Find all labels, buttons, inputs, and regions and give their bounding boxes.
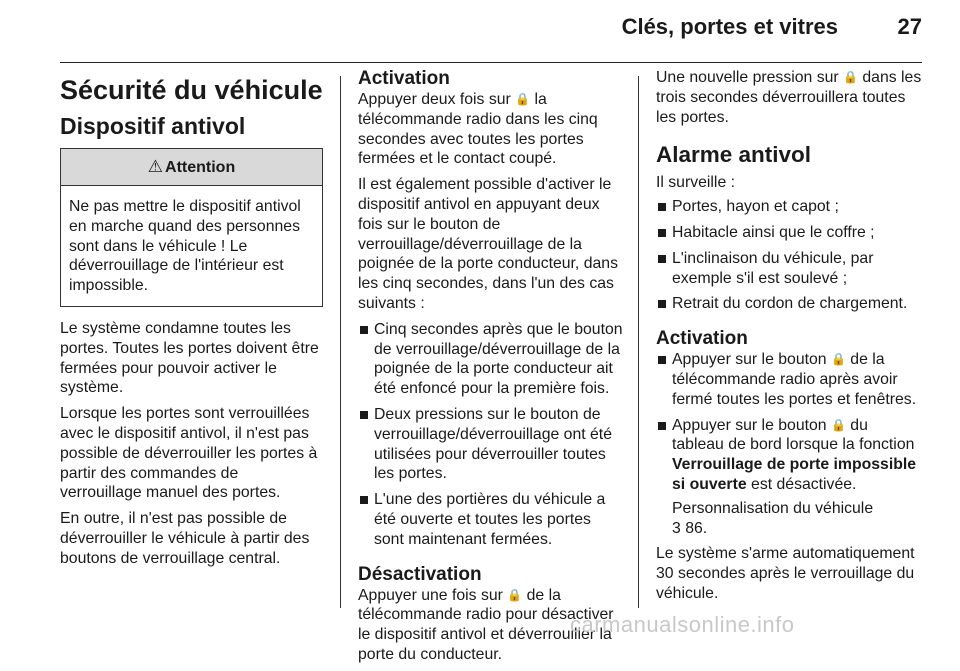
reference-arrow-icon: 3 xyxy=(672,519,681,537)
activation-list xyxy=(358,320,623,550)
list-item: Deux pressions sur le bouton de verrouillage/déverrouillage ont été utilisées pour déverrouiller toutes les portes. xyxy=(358,405,623,484)
warning-text: Ne pas mettre le dispositif antivol en marche quand des personnes sont dans le véhicule ! Le déverrouillage de l'intérieur est impossible. xyxy=(69,198,301,295)
column-3 xyxy=(656,68,922,610)
list-item: L'inclinaison du véhicule, par exemple s'il est soulevé ; xyxy=(656,249,922,289)
list-item: Appuyer sur le bouton 🔒 du tableau de bord lorsque la fonction Verrouillage de porte impossible si ouverte est désactivée. Personnalisation du véhicule 3 86. xyxy=(656,416,922,539)
column-1 xyxy=(60,68,323,575)
monitor-list xyxy=(656,197,922,314)
warning-header xyxy=(61,149,322,186)
header-title: Clés, portes et vitres xyxy=(621,14,838,39)
page-number: 27 xyxy=(897,14,922,39)
column-divider-2 xyxy=(638,76,639,608)
activation-heading: Activation xyxy=(358,68,450,89)
alarm-heading: Alarme antivol xyxy=(656,142,812,168)
paragraph: Appuyer une fois sur 🔒 de la télécommande radio pour désactiver le dispositif antivol et déverrouiller la porte du conducteur. xyxy=(358,586,614,663)
warning-triangle-icon: ⚠ xyxy=(147,157,164,176)
function-name: Verrouillage de porte impossible si ouverte xyxy=(672,456,917,493)
lock-icon: 🔒 xyxy=(830,417,846,432)
alarm-activation-list xyxy=(656,350,922,538)
paragraph: Il est également possible d'activer le dispositif antivol en appuyant deux fois sur le bouton de verrouillage/déverrouillage de la poignée de la porte conducteur, dans les cinq secondes, dans l'un des cas suivants : xyxy=(358,176,618,312)
lock-icon: 🔒 xyxy=(515,92,531,106)
list-item: Habitacle ainsi que le coffre ; xyxy=(656,223,922,243)
list-item: Cinq secondes après que le bouton de verrouillage/déverrouillage de la poignée de la porte conducteur ait été enfoncé pour la première fois. xyxy=(358,320,623,399)
paragraph: En outre, il n'est pas possible de déverrouiller le véhicule à partir des boutons de verrouillage central. xyxy=(60,510,310,567)
list-item: L'une des portières du véhicule a été ouverte et toutes les portes sont maintenant fermées. xyxy=(358,490,623,549)
header-divider xyxy=(60,62,922,63)
reference-text: Personnalisation du véhicule xyxy=(672,499,874,517)
paragraph: Il surveille : xyxy=(656,174,736,192)
activation-heading: Activation xyxy=(656,328,748,350)
deactivation-heading: Désactivation xyxy=(358,563,482,585)
watermark: carmanualsonline.info xyxy=(570,612,795,637)
lock-icon: 🔒 xyxy=(507,587,523,602)
warning-box xyxy=(60,148,323,307)
paragraph: Le système condamne toutes les portes. Toutes les portes doivent être fermées pour pouvoir activer le système. xyxy=(60,319,319,397)
list-item: Retrait du cordon de chargement. xyxy=(656,294,922,314)
column-divider-1 xyxy=(340,76,341,608)
subsection-title: Dispositif antivol xyxy=(60,113,246,139)
paragraph: Le système s'arme automatiquement 30 secondes après le verrouillage du véhicule. xyxy=(656,545,915,602)
paragraph: Une nouvelle pression sur 🔒 dans les trois secondes déverrouillera toutes les portes. xyxy=(656,69,922,126)
lock-icon: 🔒 xyxy=(830,352,846,367)
list-item: Portes, hayon et capot ; xyxy=(656,197,922,217)
column-2 xyxy=(358,68,623,671)
paragraph: Lorsque les portes sont verrouillées avec le dispositif antivol, il n'est pas possible de déverrouiller les portes à partir des commandes de verrouillage manuel des portes. xyxy=(60,405,318,502)
warning-title: Attention xyxy=(165,159,236,176)
lock-icon: 🔒 xyxy=(843,70,858,84)
page-reference: 3 86. xyxy=(672,519,708,537)
paragraph: Appuyer deux fois sur 🔒 la télécommande radio dans les cinq secondes avec toutes les portes fermées et le contact coupé. xyxy=(358,91,598,168)
section-title: Sécurité du véhicule xyxy=(60,75,323,105)
list-item: Appuyer sur le bouton 🔒 de la télécommande radio après avoir fermé toutes les portes et fenêtres. xyxy=(656,350,922,409)
